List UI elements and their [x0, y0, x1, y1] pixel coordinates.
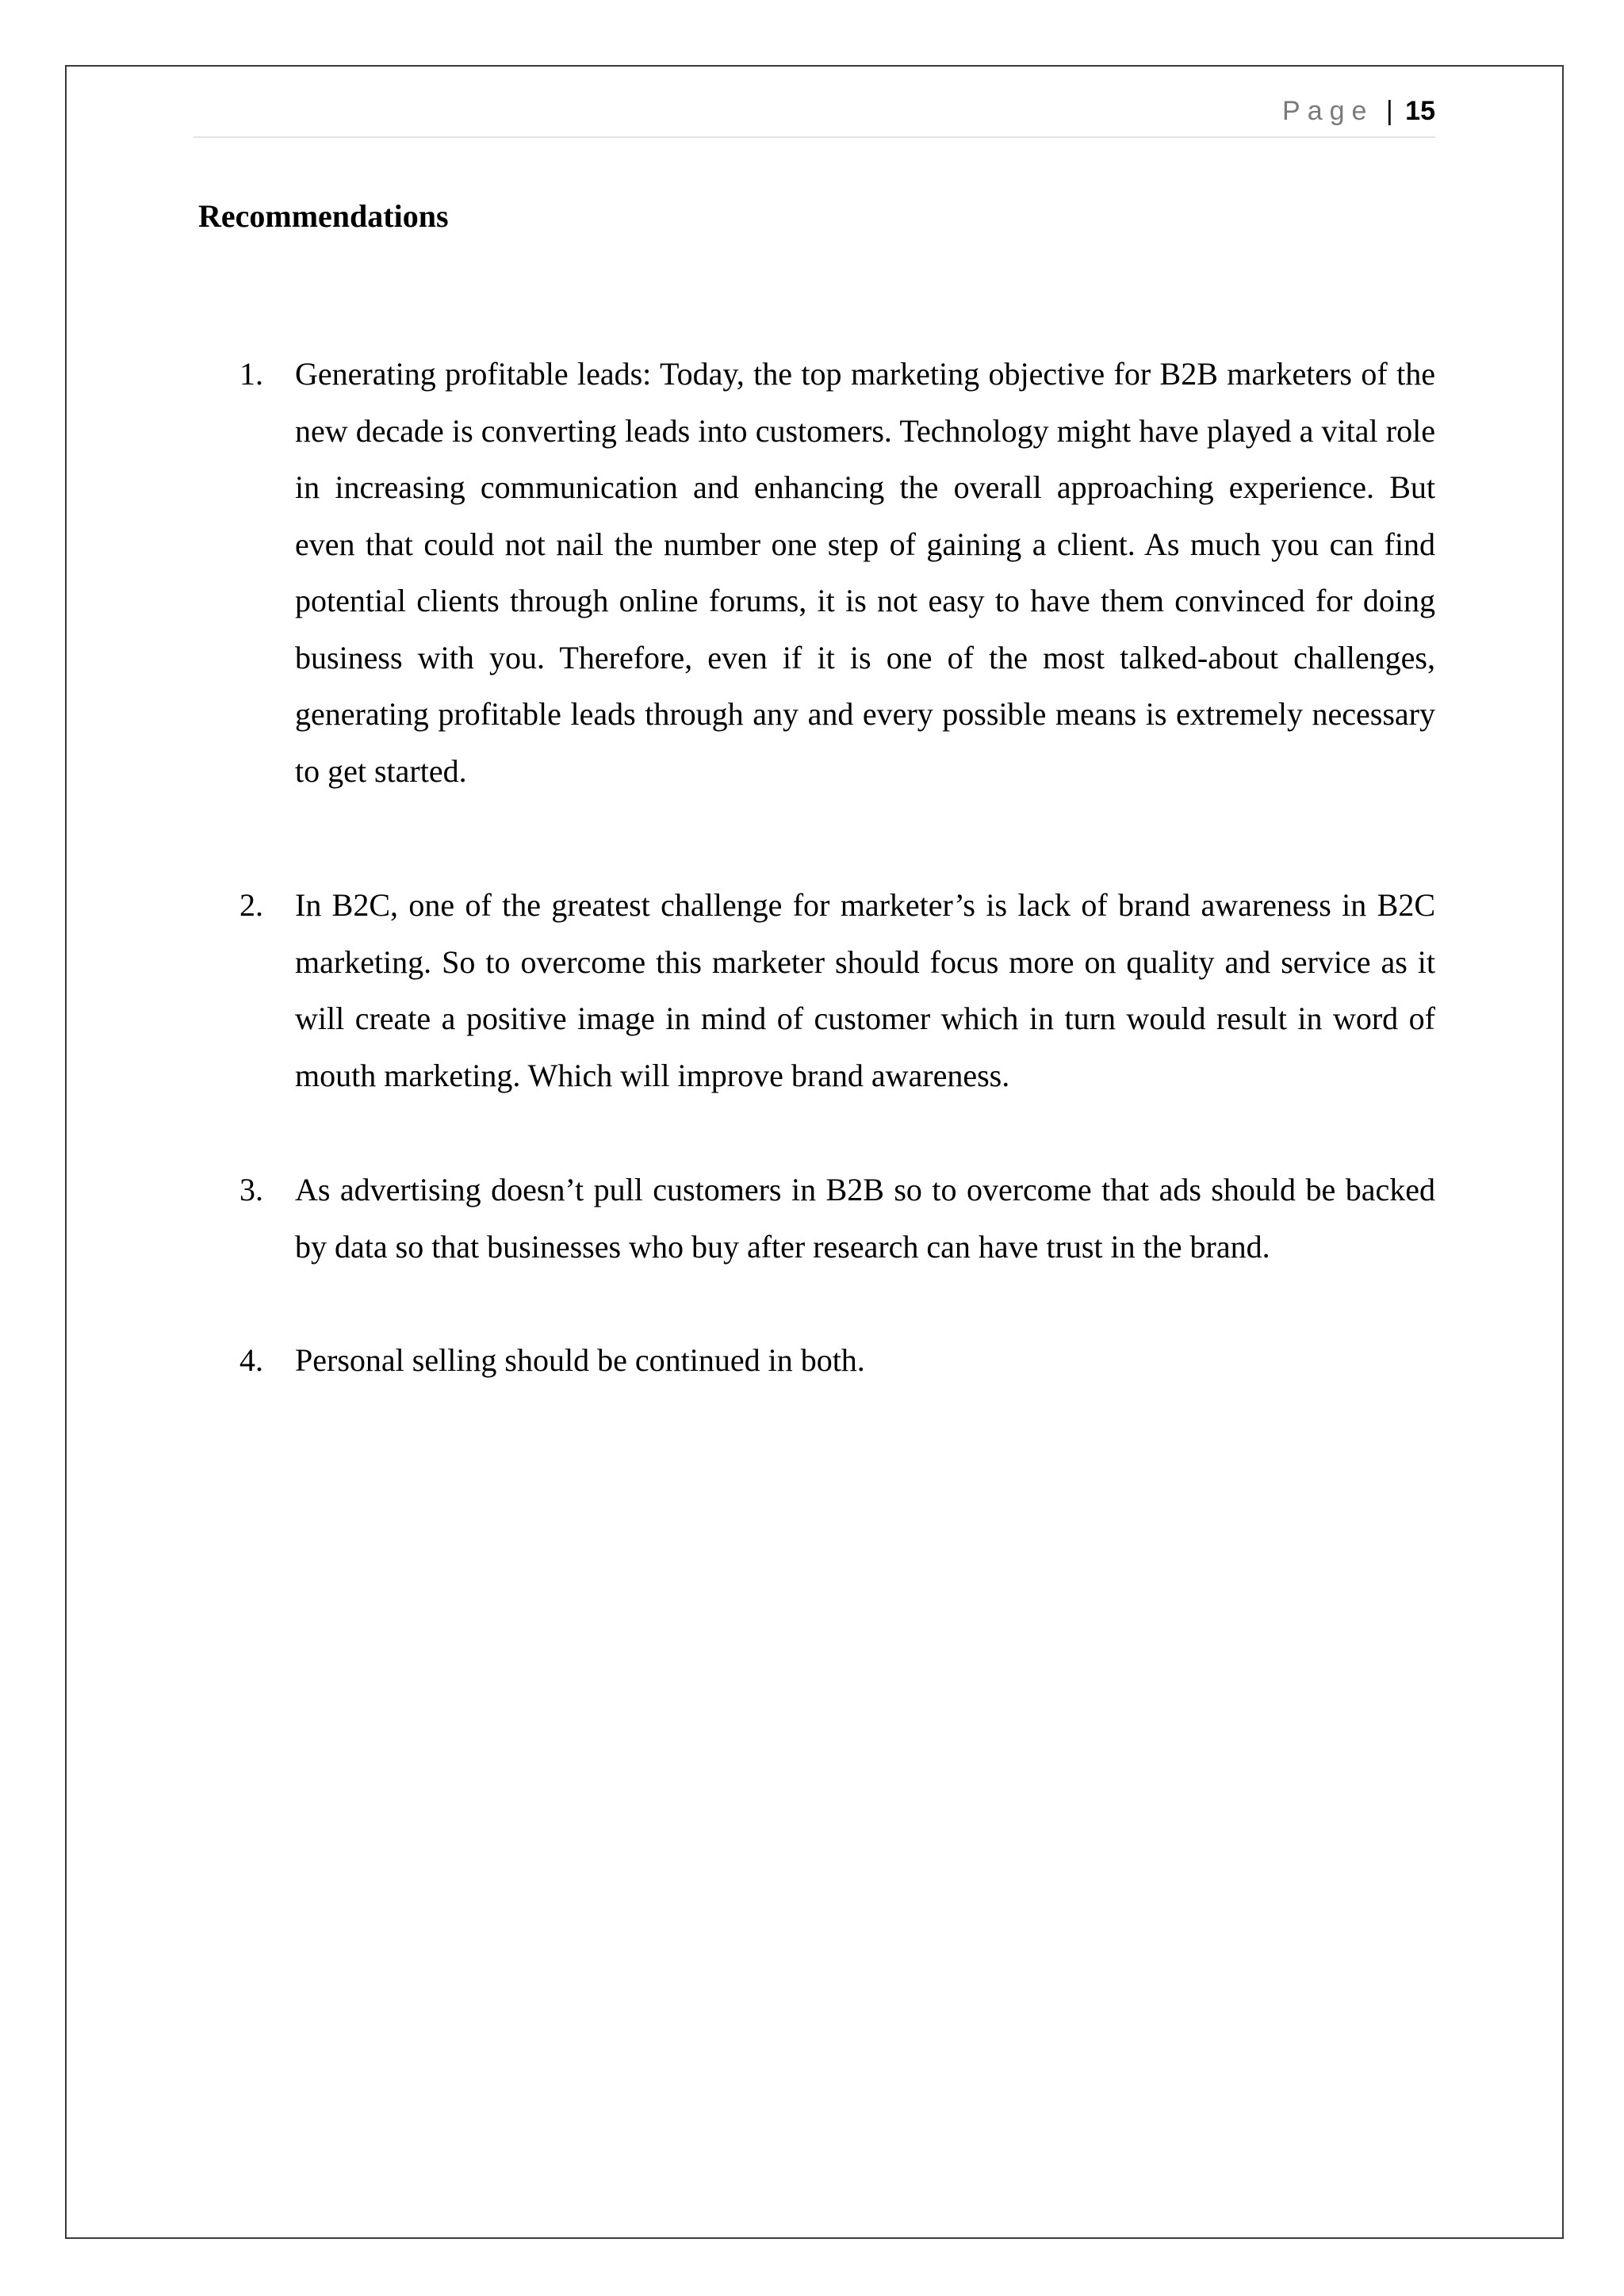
list-item-number: 2.: [239, 887, 263, 923]
list-item-number: 4.: [239, 1342, 263, 1378]
page-separator: |: [1385, 96, 1393, 126]
list-item-text: As advertising doesn’t pull customers in B2B so to overcome that ads should be backed by data so that businesses who buy after research can have trust in the brand.: [295, 1172, 1435, 1265]
page-label: Page: [1282, 96, 1374, 126]
list-item-number: 1.: [239, 356, 263, 392]
list-item: [239, 1332, 1435, 1389]
header-rule: [193, 136, 1435, 138]
list-item-number: 3.: [239, 1172, 263, 1207]
list-item-text: Generating profitable leads: Today, the top marketing objective for B2B marketers of the new decade is converting leads into customers. Technology might have played a vital role in increasing communication and enhancing the overall approaching experience. But even that could not nail the number one step of gaining a client. As much you can find potential clients through online forums, it is not easy to have them convinced for doing business with you. Therefore, even if it is one of the most talked-about challenges, generating profitable leads through any and every possible means is extremely necessary to get started.: [295, 356, 1435, 789]
list-item: [239, 1161, 1435, 1275]
list-item-text: Personal selling should be continued in both.: [295, 1342, 865, 1378]
page-number: 15: [1405, 96, 1435, 126]
list-item: [239, 877, 1435, 1104]
list-item: [239, 346, 1435, 799]
page-header: [1282, 95, 1435, 127]
list-item-text: In B2C, one of the greatest challenge for marketer’s is lack of brand awareness in B2C marketing. So to overcome this marketer should focus more on quality and service as it will create a positive image in mind of customer which in turn would result in word of mouth marketing. Which will improve brand awareness.: [295, 887, 1435, 1093]
section-heading: Recommendations: [198, 198, 449, 234]
